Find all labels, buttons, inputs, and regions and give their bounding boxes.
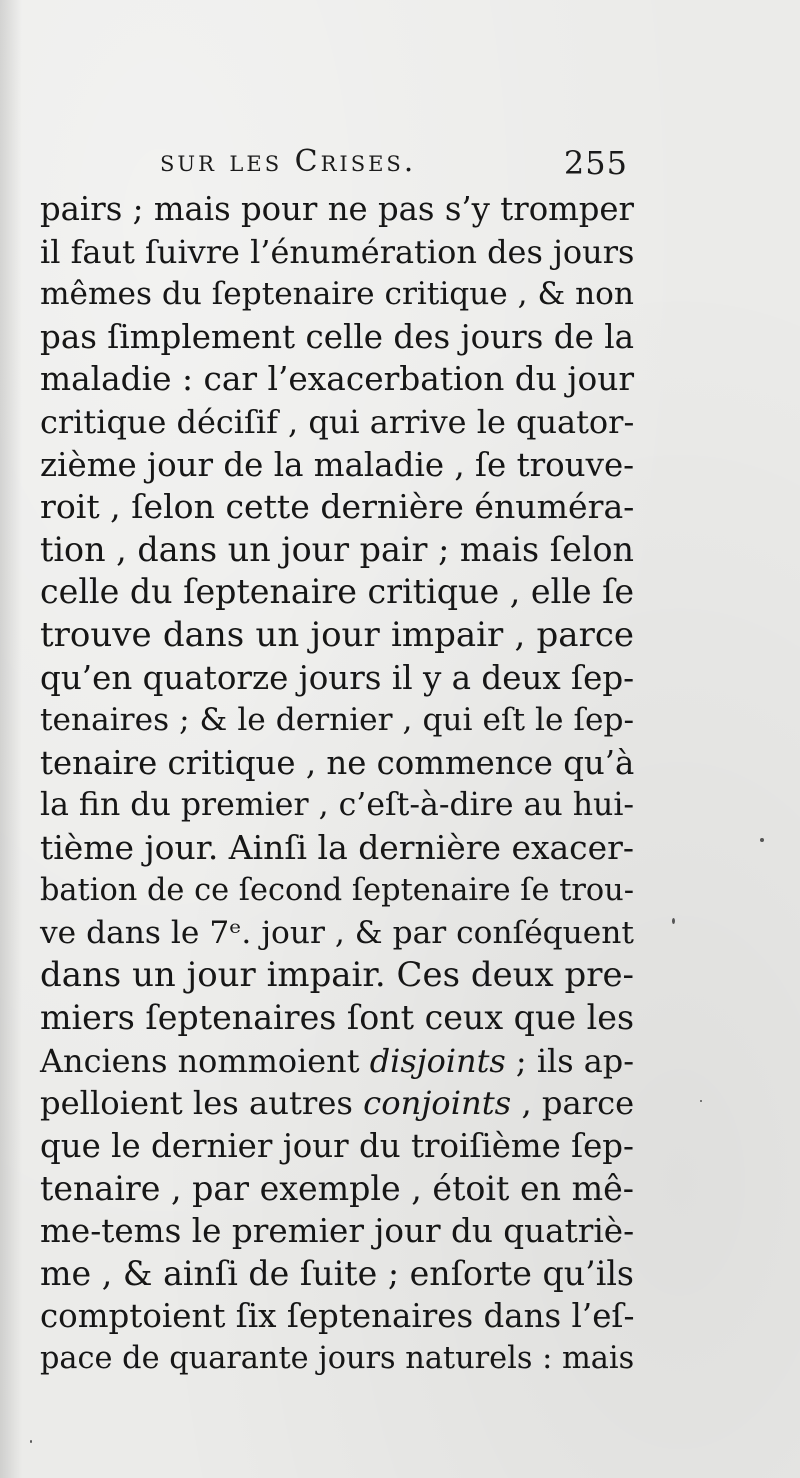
text-line: miers ſeptenaires ſont ceux que les: [40, 998, 635, 1038]
line-text-after: , parce: [511, 1084, 635, 1123]
text-line: tième jour. Ainſi la dernière exacer-: [40, 827, 634, 867]
body-text: [40, 188, 634, 1381]
text-line: celle du ſeptenaire critique , elle ſe: [40, 572, 635, 612]
running-head: [160, 138, 632, 188]
text-line: la fin du premier , c’eſt-à-dire au hui-: [40, 787, 635, 824]
line-text-before: Anciens nommoient: [40, 1041, 370, 1080]
text-line-with-italic: [40, 1040, 634, 1083]
text-line: pace de quarante jours naturels : mais: [40, 1341, 635, 1377]
text-line: que le dernier jour du troiſième ſep-: [40, 1127, 634, 1166]
text-line: maladie : car l’exacerbation du jour: [40, 360, 634, 399]
binding-shadow: [0, 0, 22, 1478]
text-line: ve dans le 7ᵉ. jour , & par conſéquent: [40, 915, 634, 952]
text-line: pairs ; mais pour ne pas s’y tromper: [40, 190, 634, 228]
text-line: me-tems le premier jour du quatriè-: [40, 1212, 635, 1251]
text-line: il faut ſuivre l’énumération des jours: [40, 232, 635, 271]
page-number: 255: [563, 144, 628, 182]
text-line: zième jour de la maladie , ſe trouve-: [40, 445, 635, 484]
text-line: pas ſimplement celle des jours de la: [40, 317, 634, 356]
text-line: roit , ſelon cette dernière énuméra-: [40, 487, 635, 527]
text-line: trouve dans un jour impair , parce: [40, 614, 634, 655]
text-line: bation de ce ſecond ſeptenaire ſe trou-: [40, 872, 634, 908]
paper-speck: [760, 838, 764, 842]
text-line: critique déciſif , qui arrive le quator-: [40, 402, 635, 441]
line-text-before: pelloient les autres: [40, 1084, 364, 1123]
paper-speck: [700, 1100, 702, 1102]
text-line: tenaire critique , ne commence qu’à: [40, 743, 635, 782]
text-line: dans un jour impair. Ces deux pre-: [40, 955, 634, 995]
text-line: mêmes du ſeptenaire critique , & non: [40, 276, 634, 313]
text-line: me , & ainſi de ſuite ; enſorte qu’ils: [40, 1253, 634, 1293]
italic-word: disjoints: [369, 1041, 506, 1080]
running-title: sur les Crises.: [160, 144, 417, 179]
text-line: tion , dans un jour pair ; mais ſelon: [40, 529, 634, 569]
line-text-after: ; ils ap-: [505, 1041, 634, 1080]
italic-word: conjoints: [363, 1084, 512, 1123]
text-line: tenaires ; & le dernier , qui eſt le ſep-: [40, 702, 634, 739]
text-line: tenaire , par exemple , étoit en mê-: [40, 1168, 634, 1208]
text-line: comptoient ſix ſeptenaires dans l’eſ-: [40, 1297, 635, 1336]
paper-speck: [30, 1440, 32, 1443]
paper-speck: [672, 918, 675, 924]
text-line-with-italic: [40, 1082, 634, 1125]
text-line: qu’en quatorze jours il y a deux ſep-: [40, 658, 635, 697]
